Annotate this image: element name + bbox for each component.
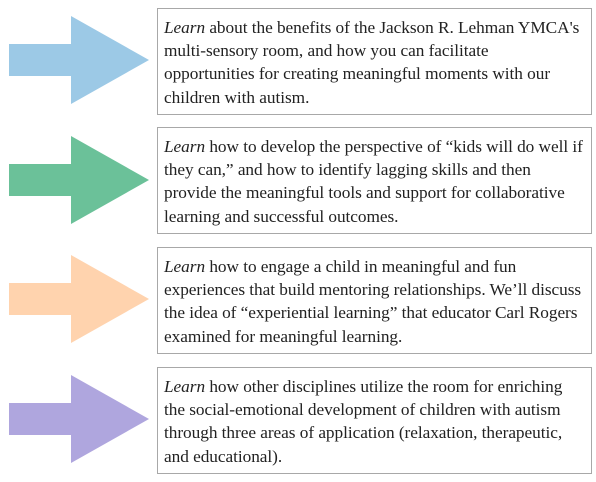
learn-lead-word: Learn: [164, 137, 206, 156]
learning-description-text: about the benefits of the Jackson R. Lehman YMCA's multi-sensory room, and how you can facilitate opportunities for creating meaningful moments with our children with autism.: [164, 18, 580, 107]
learning-description-box: [157, 127, 592, 234]
learn-lead-word: Learn: [164, 18, 206, 37]
arrow-shape: [9, 255, 149, 343]
arrow-shape: [9, 16, 149, 104]
learning-description-box: [157, 8, 592, 115]
learn-lead-word: Learn: [164, 257, 206, 276]
right-arrow-icon: [9, 16, 149, 104]
learning-description-text: how to engage a child in meaningful and fun experiences that build mentoring relationships. We’ll discuss the idea of “experiential learning” that educator Carl Rogers examined for meaningful learning.: [164, 257, 582, 346]
learning-description-box: [157, 247, 592, 354]
learning-description-box: [157, 367, 592, 474]
arrow-shape: [9, 136, 149, 224]
learning-description-text: how other disciplines utilize the room for enriching the social-emotional development of children with autism through three areas of application (relaxation, therapeutic, and educational).: [164, 377, 563, 466]
right-arrow-icon: [9, 375, 149, 463]
learn-lead-word: Learn: [164, 377, 206, 396]
right-arrow-icon: [9, 255, 149, 343]
arrow-shape: [9, 375, 149, 463]
learning-description-text: how to develop the perspective of “kids will do well if they can,” and how to identify lagging skills and then provide the meaningful tools and support for collaborative learning and successful outcomes.: [164, 137, 583, 226]
right-arrow-icon: [9, 136, 149, 224]
